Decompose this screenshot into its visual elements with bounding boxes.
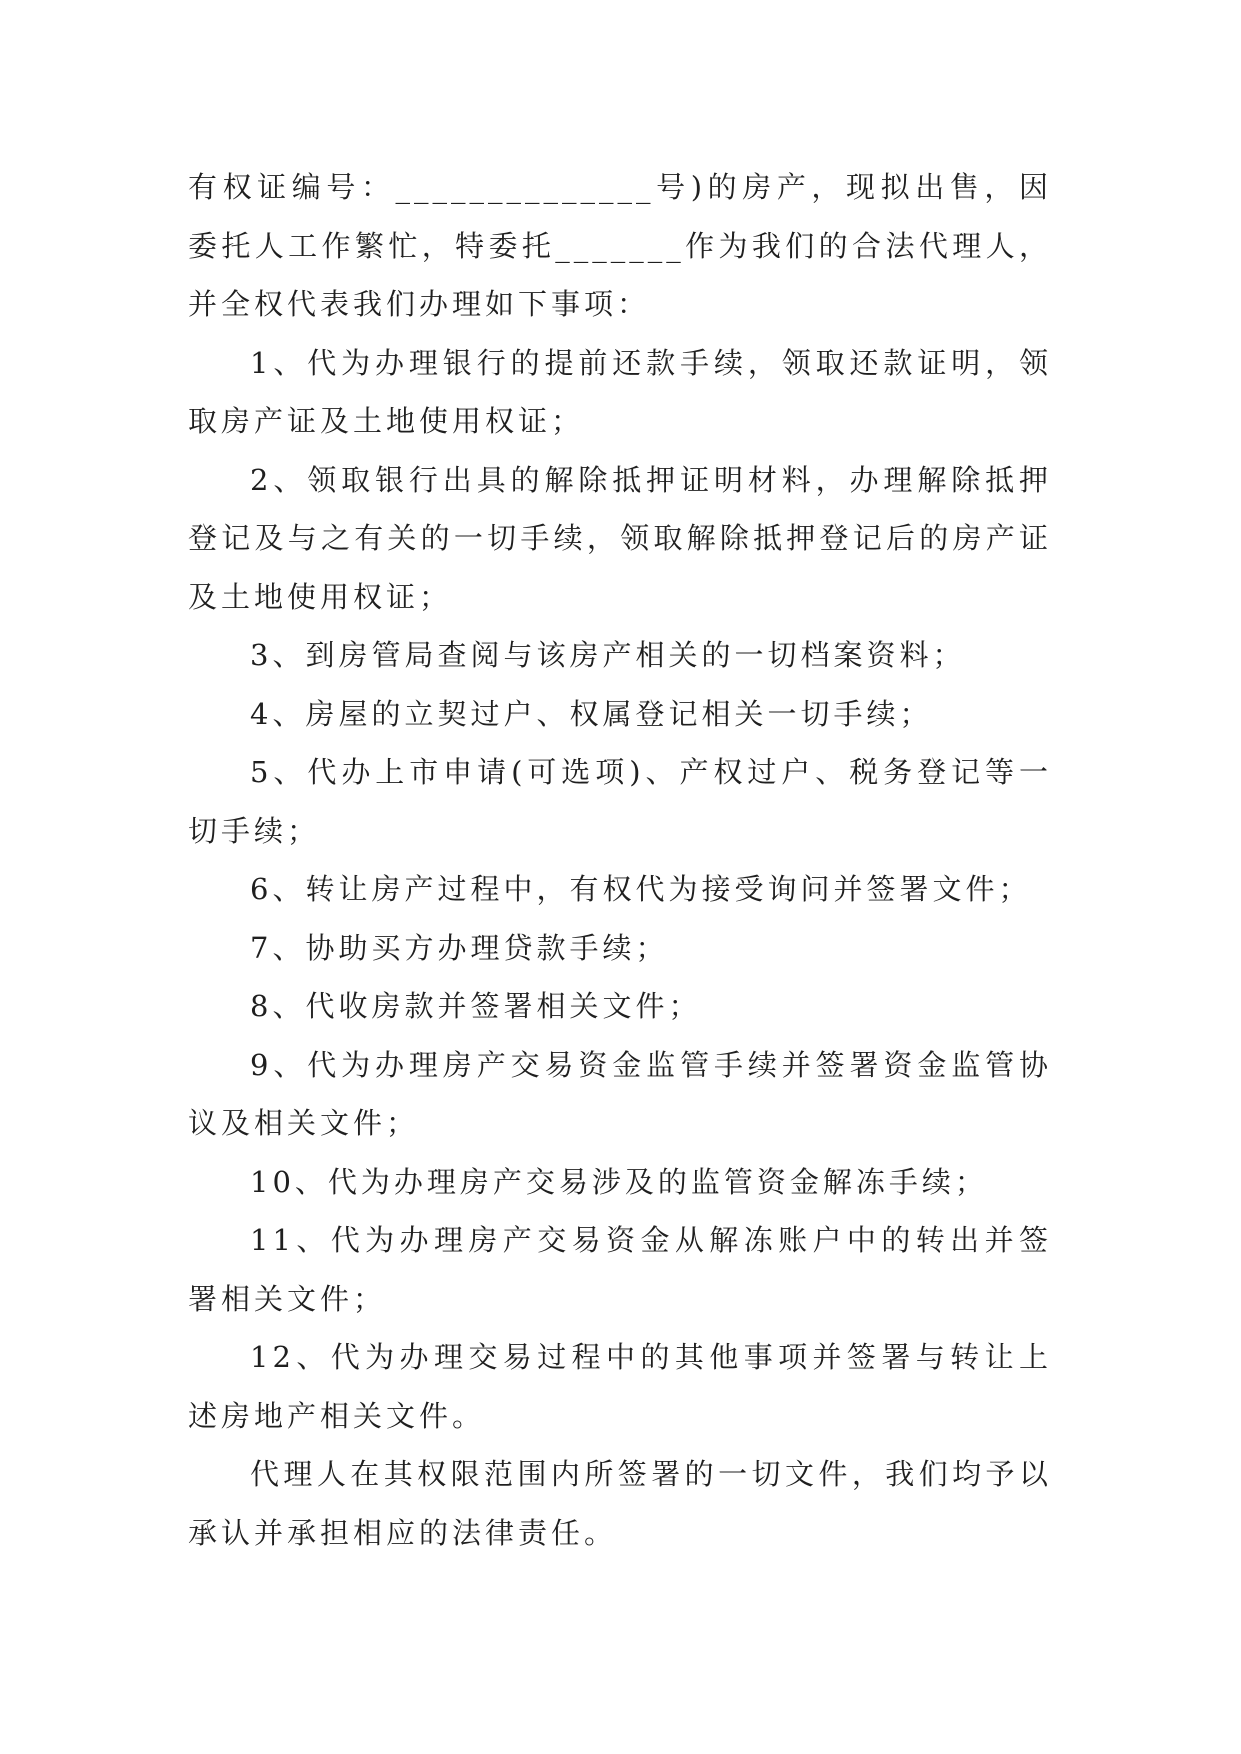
list-item-5: 5、代办上市申请(可选项)、产权过户、税务登记等一切手续； [188, 755, 1052, 848]
list-item-9: 9、代为办理房产交易资金监管手续并签署资金监管协议及相关文件； [188, 1047, 1052, 1140]
list-item-7: 7、协助买方办理贷款手续； [250, 930, 669, 965]
list-item-11: 11、代为办理房产交易资金从解冻账户中的转出并签署相关文件； [188, 1223, 1052, 1316]
list-item-1: 1、代为办理银行的提前还款手续，领取还款证明，领取房产证及土地使用权证； [188, 345, 1052, 438]
list-item-3: 3、到房管局查阅与该房产相关的一切档案资料； [250, 638, 966, 672]
list-item-10: 10、代为办理房产交易涉及的监管资金解冻手续； [250, 1164, 988, 1199]
list-item-4: 4、房屋的立契过户、权属登记相关一切手续； [250, 696, 933, 731]
paragraph-closing: 代理人在其权限范围内所签署的一切文件，我们均予以承认并承担相应的法律责任。 [188, 1457, 1052, 1550]
document-body [188, 158, 1052, 1562]
list-item-6: 6、转让房产过程中，有权代为接受询问并签署文件； [250, 872, 1032, 906]
list-item-12: 12、代为办理交易过程中的其他事项并签署与转让上述房地产相关文件。 [188, 1340, 1052, 1433]
list-item-2: 2、领取银行出具的解除抵押证明材料，办理解除抵押登记及与之有关的一切手续，领取解除抵押登记后的房产证及土地使用权证； [188, 462, 1052, 614]
list-item-8: 8、代收房款并签署相关文件； [250, 989, 702, 1023]
paragraph-intro: 有权证编号：______________号)的房产，现拟出售，因委托人工作繁忙，特委托_______作为我们的合法代理人，并全权代表我们办理如下事项： [188, 170, 1052, 321]
